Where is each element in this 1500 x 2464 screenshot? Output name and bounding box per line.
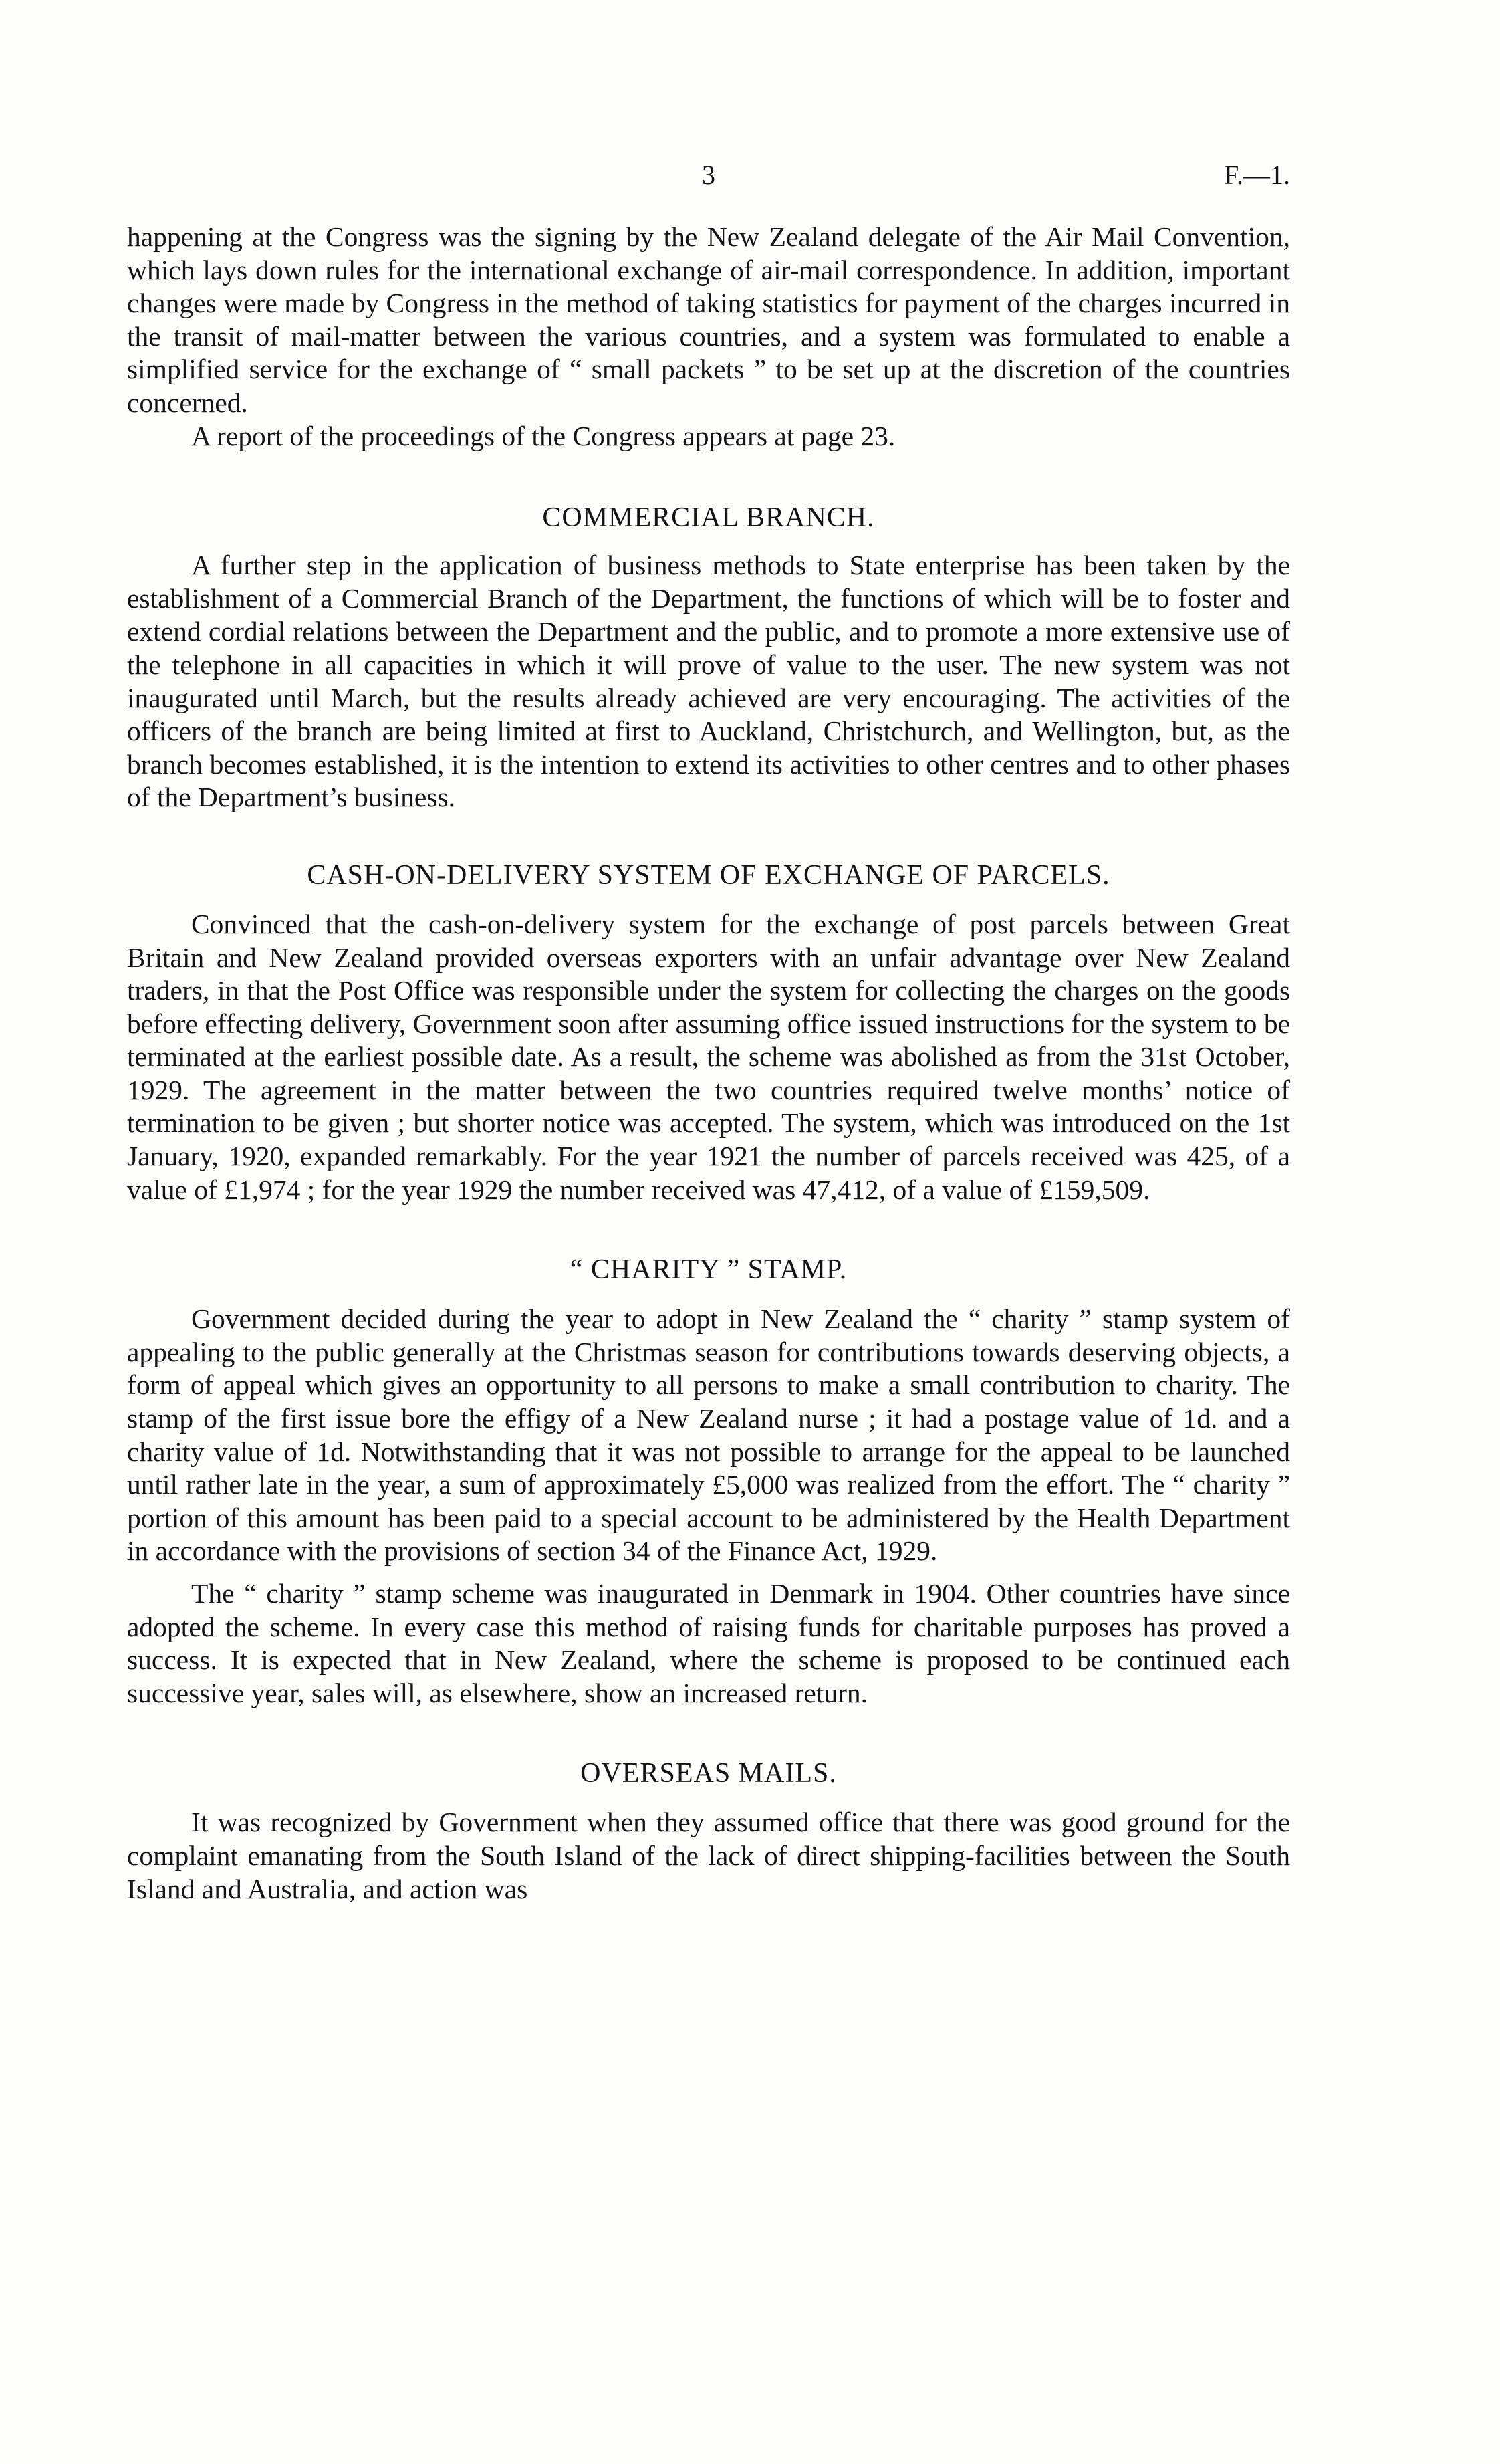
page-header xyxy=(127,159,1290,199)
paragraph: It was recognized by Government when they assumed office that there was good ground for the complaint emanating from the South Island of the lack of direct shipping-facilities between the South Island and Australia, and action was xyxy=(127,1807,1290,1904)
section-congress-continued xyxy=(127,221,1290,453)
document-body xyxy=(127,221,1290,1906)
section-heading: “ CHARITY ” STAMP. xyxy=(570,1254,848,1286)
paragraph: happening at the Congress was the signing by the New Zealand delegate of the Air Mail Convention, which lays down rules for the international exchange of air-mail correspondence. In addition, important changes were made by Congress in the method of taking statistics for payment of the charges incurred in the transit of mail-matter between the various countries, and a system was formulated to enable a simplified service for the exchange of “ small packets ” to be set up at the discretion of the countries concerned. xyxy=(127,221,1290,418)
section-overseas-mails xyxy=(127,1757,1290,1906)
section-heading: OVERSEAS MAILS. xyxy=(580,1758,837,1789)
paragraph: A report of the proceedings of the Congress appears at page 23. xyxy=(191,420,896,451)
paragraph: The “ charity ” stamp scheme was inaugurated in Denmark in 1904. Other countries have since adopted the scheme. In every case this method of raising funds for charitable purposes has proved a success. It is expected that in New Zealand, where the scheme is proposed to be continued each successive year, sales will, as elsewhere, show an increased return. xyxy=(127,1578,1290,1708)
paragraph: Government decided during the year to adopt in New Zealand the “ charity ” stamp system of appealing to the public generally at the Christmas season for contributions towards deserving objects, a form of appeal which gives an opportunity to all persons to make a small contribution to charity. The stamp of the first issue bore the effigy of a New Zealand nurse ; it had a postage value of 1d. and a charity value of 1d. Notwithstanding that it was not possible to arrange for the appeal to be launched until rather late in the year, a sum of approximately £5,000 was realized from the effort. The “ charity ” portion of this amount has been paid to a special account to be administered by the Health Department in accordance with the provisions of section 34 of the Finance Act, 1929. xyxy=(127,1303,1290,1567)
section-heading: COMMERCIAL BRANCH. xyxy=(542,502,875,534)
section-charity-stamp xyxy=(127,1253,1290,1710)
document-reference: F.—1. xyxy=(1223,160,1290,190)
section-cash-on-delivery xyxy=(127,859,1290,1206)
section-heading: CASH-ON-DELIVERY SYSTEM OF EXCHANGE OF PARCELS. xyxy=(307,859,1110,891)
section-commercial-branch xyxy=(127,501,1290,814)
page-number: 3 xyxy=(702,160,715,190)
paragraph: Convinced that the cash-on-delivery system for the exchange of post parcels between Great Britain and New Zealand provided overseas exporters with an unfair advantage over New Zealand traders, in that the Post Office was responsible under the system for collecting the charges on the goods before effecting delivery, Government soon after assuming office issued instructions for the system to be terminated at the earliest possible date. As a result, the scheme was abolished as from the 31st October, 1929. The agreement in the matter between the two countries required twelve months’ notice of termination to be given ; but shorter notice was accepted. The system, which was introduced on the 1st January, 1920, expanded remarkably. For the year 1921 the number of parcels received was 425, of a value of £1,974 ; for the year 1929 the number received was 47,412, of a value of £159,509. xyxy=(127,908,1290,1205)
paragraph: A further step in the application of business methods to State enterprise has been taken by the establishment of a Commercial Branch of the Department, the functions of which will be to foster and extend cordial relations between the Department and the public, and to promote a more extensive use of the telephone in all capacities in which it will prove of value to the user. The new system was not inaugurated until March, but the results already achieved are very encouraging. The activities of the officers of the branch are being limited at first to Auckland, Christchurch, and Wellington, but, as the branch becomes established, it is the intention to extend its activities to other centres and to other phases of the Department’s business. xyxy=(127,550,1290,813)
